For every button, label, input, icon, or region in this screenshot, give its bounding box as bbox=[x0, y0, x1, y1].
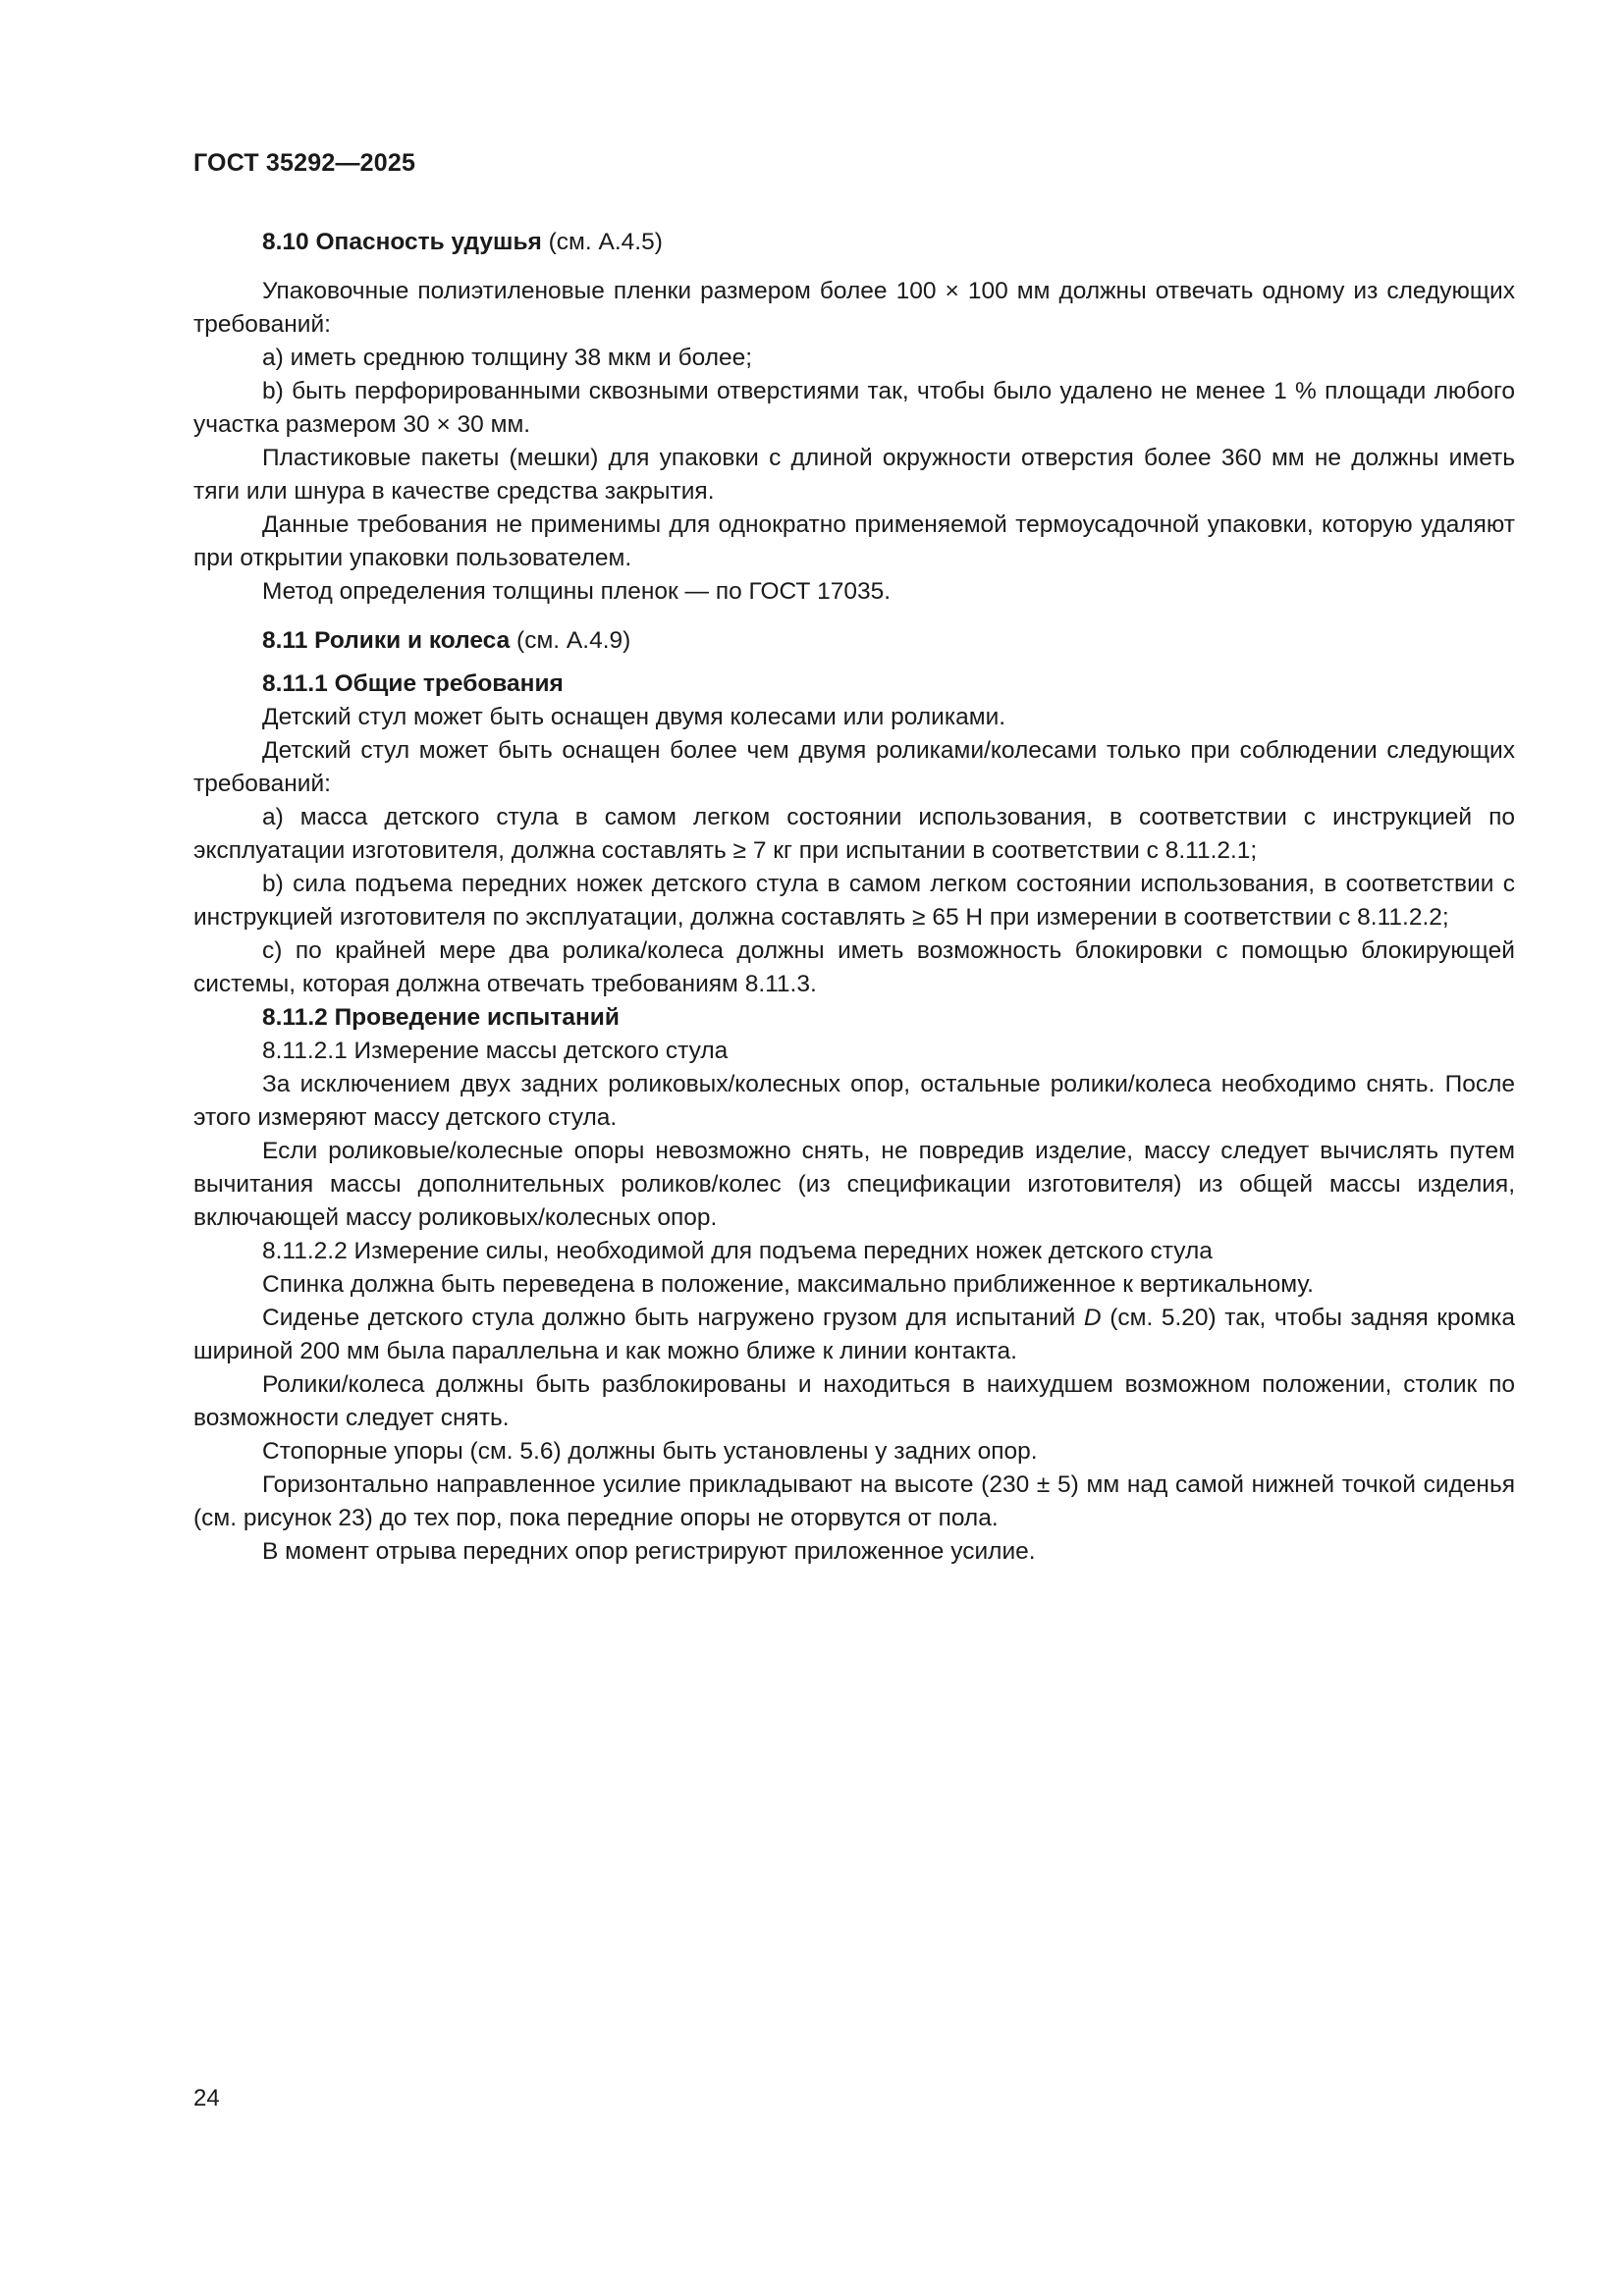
paragraph: Стопорные упоры (см. 5.6) должны быть установлены у задних опор. bbox=[262, 1438, 1038, 1465]
list-item: a) иметь среднюю толщину 38 мкм и более; bbox=[262, 345, 753, 371]
paragraph: Горизонтально направленное усилие прикладывают на высоте (230 ± 5) мм над самой нижней точкой сиденья (см. рисунок 23) до тех пор, пока передние опоры не оторвутся от пола. bbox=[193, 1471, 1515, 1531]
section-8-11-2-2-title: 8.11.2.2 Измерение силы, необходимой для подъема передних ножек детского стула bbox=[262, 1238, 1213, 1264]
paragraph: Пластиковые пакеты (мешки) для упаковки с длиной окружности отверстия более 360 мм не должны иметь тяги или шнура в качестве средства закрытия. bbox=[193, 445, 1515, 505]
paragraph: Упаковочные полиэтиленовые пленки размером более 100 × 100 мм должны отвечать одному из следующих требований: bbox=[193, 278, 1515, 338]
paragraph: За исключением двух задних роликовых/колесных опор, остальные ролики/колеса необходимо снять. После этого измеряют массу детского стула. bbox=[193, 1071, 1515, 1131]
section-8-11-title: 8.11 Ролики и колеса bbox=[262, 627, 511, 654]
list-item: b) быть перфорированными сквозными отверстиями так, чтобы было удалено не менее 1 % площади любого участка размером 30 × 30 мм. bbox=[193, 378, 1515, 438]
document-body bbox=[193, 226, 1515, 1569]
paragraph: Спинка должна быть переведена в положение, максимально приближенное к вертикальному. bbox=[262, 1271, 1314, 1298]
text-run: (см. 5.20) так, чтобы задняя кромка шириной 200 мм была параллельна и как можно ближе к линии контакта. bbox=[193, 1305, 1516, 1364]
section-8-10-title: 8.10 Опасность удушья bbox=[262, 229, 542, 255]
paragraph: Детский стул может быть оснащен более чем двумя роликами/колесами только при соблюдении следующих требований: bbox=[193, 737, 1515, 797]
paragraph: Метод определения толщины пленок — по ГОСТ 17035. bbox=[262, 578, 892, 605]
paragraph bbox=[193, 1302, 1515, 1368]
paragraph: Детский стул может быть оснащен двумя колесами или роликами. bbox=[262, 704, 1006, 730]
list-item: b) сила подъема передних ножек детского стула в самом легком состоянии использования, в соответствии с инструкцией изготовителя по эксплуатации, должна составлять ≥ 65 Н при измерении в соответствии с 8.11.2.2; bbox=[193, 871, 1515, 931]
section-8-10-heading bbox=[193, 226, 1515, 259]
list-item: a) масса детского стула в самом легком состоянии использования, в соответствии с инструкцией по эксплуатации изготовителя, должна составлять ≥ 7 кг при испытании в соответствии с 8.11.2.1; bbox=[193, 804, 1515, 864]
list-item: c) по крайней мере два ролика/колеса должны иметь возможность блокировки с помощью блокирующей системы, которая должна отвечать требованиям 8.11.3. bbox=[193, 937, 1515, 997]
paragraph: В момент отрыва передних опор регистрируют приложенное усилие. bbox=[262, 1538, 1036, 1565]
page-number: 24 bbox=[193, 2085, 220, 2111]
section-8-11-heading bbox=[193, 624, 1515, 658]
section-8-11-2-title: 8.11.2 Проведение испытаний bbox=[262, 1004, 620, 1031]
variable-d: D bbox=[1083, 1305, 1102, 1331]
section-8-11-ref: (см. А.4.9) bbox=[510, 627, 631, 654]
text-run: Сиденье детского стула должно быть нагружено грузом для испытаний bbox=[262, 1305, 1084, 1331]
paragraph: Ролики/колеса должны быть разблокированы и находиться в наихудшем возможном положении, столик по возможности следует снять. bbox=[193, 1371, 1515, 1431]
paragraph: Данные требования не применимы для однократно применяемой термоусадочной упаковки, которую удаляют при открытии упаковки пользователем. bbox=[193, 511, 1515, 571]
paragraph: Если роликовые/колесные опоры невозможно снять, не повредив изделие, массу следует вычислять путем вычитания массы дополнительных роликов/колес (из спецификации изготовителя) из общей массы изделия, включающей массу роликовых/колесных опор. bbox=[193, 1138, 1515, 1231]
section-8-11-1-title: 8.11.1 Общие требования bbox=[262, 670, 564, 697]
section-8-10-ref: (см. А.4.5) bbox=[541, 229, 663, 255]
section-8-11-2-1-title: 8.11.2.1 Измерение массы детского стула bbox=[262, 1038, 729, 1064]
standard-header: ГОСТ 35292—2025 bbox=[193, 149, 416, 177]
